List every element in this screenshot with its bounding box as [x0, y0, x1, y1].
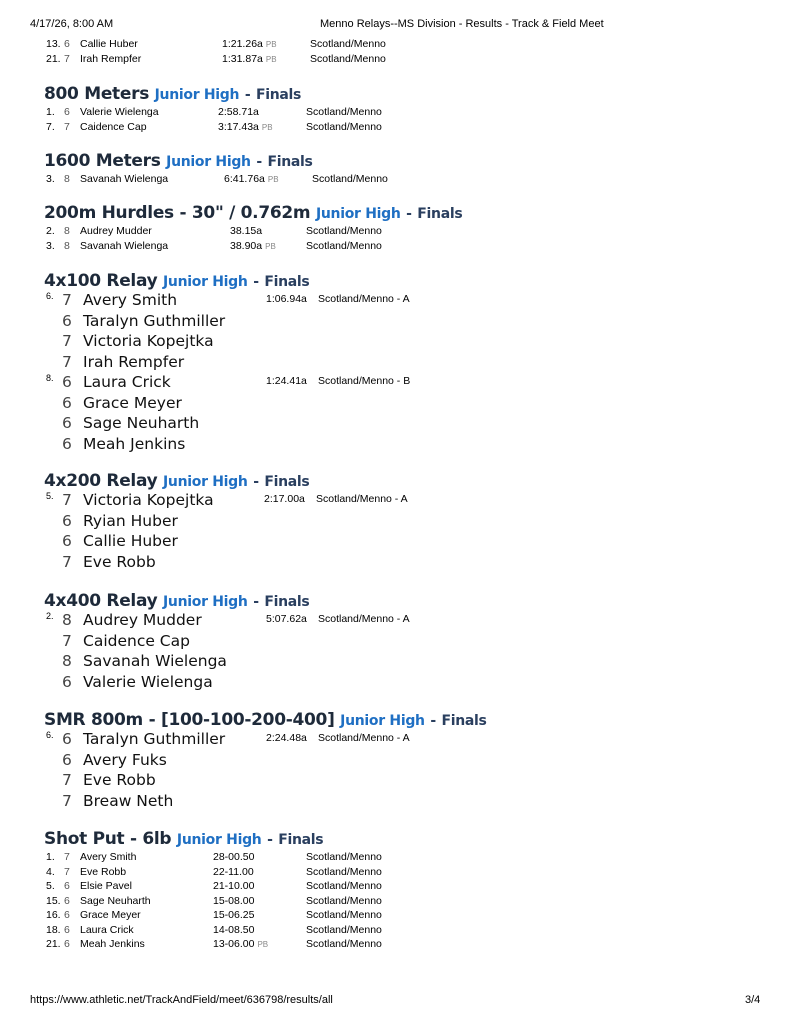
grade: 6	[62, 730, 72, 748]
event-division[interactable]: Junior High	[166, 154, 251, 170]
event-round: Finals	[264, 594, 310, 610]
mark-value[interactable]: 1:21.26a	[222, 38, 263, 50]
relay-leg	[0, 332, 791, 352]
mark	[218, 121, 273, 133]
mark-value[interactable]: 5:07.62a	[266, 613, 307, 625]
relay-leg	[0, 435, 791, 455]
team-name-link[interactable]: Scotland/Menno	[312, 173, 388, 185]
team-name-link[interactable]: Scotland/Menno - A	[318, 613, 410, 625]
event-division[interactable]: Junior High	[163, 594, 248, 610]
event-name: SMR 800m	[44, 710, 143, 730]
mark-value[interactable]: 2:24.48a	[266, 732, 307, 744]
mark-value[interactable]: 28-00.50	[213, 851, 255, 863]
result-row	[0, 895, 791, 909]
grade: 6	[62, 311, 72, 330]
result-row	[0, 866, 791, 880]
relay-leg	[0, 532, 791, 552]
grade: 6	[64, 38, 70, 50]
event-name: 4x100 Relay	[44, 271, 158, 291]
event-separator: -	[256, 154, 262, 170]
team-name-link[interactable]: Scotland/Menno	[306, 106, 382, 118]
athlete-name-link[interactable]: Irah Rempfer	[80, 53, 142, 65]
relay-leg	[0, 353, 791, 373]
grade: 7	[64, 865, 70, 878]
result-row	[0, 924, 791, 938]
relay-leg	[0, 373, 791, 393]
relay-leg	[0, 312, 791, 332]
mark	[213, 938, 268, 950]
grade: 8	[62, 611, 72, 629]
event-title	[44, 271, 309, 291]
relay-leg	[0, 394, 791, 414]
result-row	[0, 909, 791, 923]
event-separator: -	[406, 206, 412, 222]
place: 8.	[46, 373, 54, 383]
team-name-link[interactable]: Scotland/Menno - A	[318, 293, 410, 305]
event-round: Finals	[441, 713, 487, 729]
mark	[230, 240, 276, 252]
team-name-link[interactable]: Scotland/Menno	[306, 851, 382, 863]
mark-value[interactable]: 1:06.94a	[266, 293, 307, 305]
athlete-name-link[interactable]: Audrey Mudder	[80, 225, 152, 237]
mark-value[interactable]: 1:24.41a	[266, 375, 307, 387]
athlete-name-link[interactable]: Avery Smith	[80, 851, 137, 863]
team-name-link[interactable]: Scotland/Menno	[306, 938, 382, 950]
mark	[213, 866, 254, 878]
team-name-link[interactable]: Scotland/Menno	[306, 923, 382, 936]
mark	[213, 895, 254, 907]
place: 3.	[46, 240, 55, 252]
mark-value[interactable]: 2:17.00a	[264, 493, 305, 505]
athlete-name-link[interactable]: Sage Neuharth	[83, 414, 200, 432]
relay-leg	[0, 771, 791, 791]
athlete-name-link[interactable]: Laura Crick	[80, 923, 134, 936]
athlete-name-link[interactable]: Meah Jenkins	[80, 938, 145, 950]
pb-badge: PB	[265, 242, 276, 251]
athlete-name-link[interactable]: Grace Meyer	[80, 909, 141, 921]
team-name-link[interactable]: Scotland/Menno	[310, 53, 386, 65]
event-name: 800 Meters	[44, 84, 150, 104]
grade: 7	[62, 291, 72, 309]
grade: 6	[64, 938, 70, 950]
grade: 7	[62, 771, 72, 789]
place: 4.	[46, 865, 55, 878]
event-round: Finals	[264, 474, 310, 490]
place: 1.	[46, 106, 55, 118]
pb-badge: PB	[267, 175, 279, 184]
result-row	[0, 851, 791, 865]
mark	[222, 53, 277, 65]
relay-leg	[0, 632, 791, 652]
athlete-name-link[interactable]: Valerie Wielenga	[80, 106, 159, 118]
pb-badge: PB	[257, 940, 269, 949]
athlete-name-link[interactable]: Eve Robb	[83, 552, 156, 571]
place: 6.	[46, 291, 54, 301]
relay-leg	[0, 652, 791, 672]
pb-badge: PB	[261, 123, 273, 132]
place: 7.	[46, 121, 55, 133]
relay-leg	[0, 553, 791, 573]
pb-badge: PB	[265, 40, 277, 49]
relay-leg	[0, 512, 791, 532]
result-row	[0, 880, 791, 894]
team-name-link[interactable]: Scotland/Menno	[306, 865, 382, 878]
relay-leg	[0, 730, 791, 750]
relay-leg	[0, 611, 791, 631]
athlete-name-link[interactable]: Eve Robb	[80, 865, 127, 878]
event-title	[44, 710, 487, 730]
team-name-link[interactable]: Scotland/Menno	[306, 894, 382, 907]
grade: 8	[62, 652, 72, 670]
place: 6.	[46, 730, 54, 740]
grade: 7	[64, 851, 70, 863]
event-name: 1600 Meters	[44, 151, 161, 171]
mark	[213, 909, 254, 921]
mark	[224, 173, 279, 185]
result-row	[0, 938, 791, 952]
print-datetime: 4/17/26, 8:00 AM	[30, 18, 114, 30]
relay-leg	[0, 491, 791, 511]
mark-value[interactable]: 15-08.00	[213, 894, 255, 907]
mark-value[interactable]: 21-10.00	[213, 880, 255, 892]
event-spec: - [100-100-200-400]	[148, 710, 335, 730]
athlete-name-link[interactable]: Caidence Cap	[83, 631, 190, 650]
mark-value[interactable]: 38.15a	[230, 225, 263, 237]
event-title	[44, 151, 313, 171]
relay-leg	[0, 792, 791, 812]
pb-badge: PB	[265, 55, 277, 64]
athlete-name-link[interactable]: Savanah Wielenga	[83, 652, 227, 670]
athlete-name-link[interactable]: Victoria Kopejtka	[83, 491, 214, 509]
relay-leg	[0, 673, 791, 693]
page-title: Menno Relays--MS Division - Results - Track & Field Meet	[320, 18, 604, 30]
event-round: Finals	[278, 832, 324, 848]
relay-leg	[0, 291, 791, 311]
grade: 6	[62, 672, 72, 691]
place: 1.	[46, 851, 55, 863]
grade: 7	[62, 491, 72, 509]
athlete-name-link[interactable]: Ryian Huber	[83, 511, 178, 530]
event-separator: -	[244, 87, 251, 103]
athlete-name-link[interactable]: Laura Crick	[83, 373, 171, 391]
grade: 6	[62, 393, 72, 412]
event-title	[44, 203, 462, 223]
result-row	[0, 106, 791, 120]
athlete-name-link[interactable]: Breaw Neth	[83, 791, 174, 810]
event-separator: -	[253, 274, 259, 290]
event-name: 200m Hurdles	[44, 203, 174, 223]
grade: 6	[64, 880, 70, 892]
grade: 8	[64, 225, 70, 237]
mark	[218, 106, 259, 118]
athlete-name-link[interactable]: Eve Robb	[83, 771, 156, 789]
mark	[230, 225, 262, 237]
mark-value[interactable]: 15-06.25	[213, 909, 255, 921]
athlete-name-link[interactable]: Meah Jenkins	[83, 434, 186, 453]
athlete-name-link[interactable]: Elsie Pavel	[80, 880, 132, 892]
event-division[interactable]: Junior High	[176, 832, 262, 848]
place: 2.	[46, 225, 55, 237]
event-separator: -	[253, 594, 259, 610]
athlete-name-link[interactable]: Grace Meyer	[83, 393, 182, 412]
event-title	[44, 591, 309, 611]
mark-value[interactable]: 2:58.71a	[218, 106, 259, 118]
team-name-link[interactable]: Scotland/Menno - A	[316, 493, 408, 505]
team-name-link[interactable]: Scotland/Menno	[310, 38, 386, 50]
event-division[interactable]: Junior High	[163, 274, 248, 290]
place: 18.	[46, 923, 61, 936]
event-round: Finals	[264, 274, 310, 290]
place: 16.	[46, 909, 61, 921]
athlete-name-link[interactable]: Savanah Wielenga	[80, 173, 169, 185]
athlete-name-link[interactable]: Taralyn Guthmiller	[83, 311, 226, 330]
event-name: Shot Put	[44, 829, 125, 849]
event-title	[44, 829, 323, 849]
place: 15.	[46, 894, 61, 907]
event-round: Finals	[255, 87, 302, 103]
grade: 8	[64, 240, 70, 252]
grade: 6	[62, 373, 72, 391]
result-row	[0, 173, 791, 187]
grade: 6	[62, 511, 72, 530]
team-name-link[interactable]: Scotland/Menno	[306, 880, 382, 892]
grade: 7	[62, 352, 72, 371]
mark-value[interactable]: 1:31.87a	[222, 53, 263, 65]
event-separator: -	[267, 832, 273, 848]
team-name-link[interactable]: Scotland/Menno	[306, 225, 382, 237]
grade: 7	[62, 552, 72, 571]
page-number: 3/4	[745, 994, 761, 1006]
team-name-link[interactable]: Scotland/Menno - B	[318, 375, 411, 387]
place: 5.	[46, 880, 55, 892]
grade: 6	[62, 434, 72, 453]
mark-value[interactable]: 3:17.43a	[218, 121, 259, 133]
grade: 7	[62, 631, 72, 650]
relay-leg	[0, 414, 791, 434]
grade: 7	[64, 53, 70, 65]
team-name-link[interactable]: Scotland/Menno - A	[318, 732, 410, 744]
athlete-name-link[interactable]: Victoria Kopejtka	[83, 332, 214, 350]
event-separator: -	[430, 713, 436, 729]
event-title	[44, 84, 301, 104]
result-row	[0, 53, 791, 67]
athlete-name-link[interactable]: Valerie Wielenga	[83, 672, 213, 691]
grade: 8	[64, 173, 70, 185]
place: 2.	[46, 611, 54, 621]
athlete-name-link[interactable]: Avery Smith	[83, 291, 178, 309]
team-name-link[interactable]: Scotland/Menno	[306, 121, 382, 133]
result-row	[0, 240, 791, 254]
athlete-name-link[interactable]: Savanah Wielenga	[80, 240, 169, 252]
page-url[interactable]: https://www.athletic.net/TrackAndField/meet/636798/results/all	[30, 994, 333, 1006]
mark	[222, 38, 277, 50]
place: 21.	[46, 938, 61, 950]
mark-value[interactable]: 14-08.50	[213, 923, 255, 936]
place: 5.	[46, 491, 54, 501]
grade: 7	[62, 791, 72, 810]
athlete-name-link[interactable]: Callie Huber	[83, 532, 178, 550]
event-separator: -	[253, 474, 259, 490]
mark-value[interactable]: 22-11.00	[213, 865, 254, 878]
event-name: 4x200 Relay	[44, 471, 158, 491]
mark	[213, 851, 254, 863]
relay-leg	[0, 751, 791, 771]
place: 3.	[46, 173, 55, 185]
event-name: 4x400 Relay	[44, 591, 158, 611]
athlete-name-link[interactable]: Caidence Cap	[80, 121, 147, 133]
grade: 6	[64, 923, 70, 936]
grade: 6	[64, 106, 70, 118]
event-round: Finals	[417, 206, 463, 222]
grade: 6	[64, 909, 70, 921]
athlete-name-link[interactable]: Sage Neuharth	[80, 894, 151, 907]
athlete-name-link[interactable]: Taralyn Guthmiller	[83, 730, 226, 748]
mark-value[interactable]: 13-06.00	[213, 938, 255, 950]
event-round: Finals	[267, 154, 313, 170]
athlete-name-link[interactable]: Avery Fuks	[83, 750, 167, 769]
event-division[interactable]: Junior High	[340, 713, 425, 729]
team-name-link[interactable]: Scotland/Menno	[306, 240, 382, 252]
grade: 6	[62, 750, 72, 769]
event-spec: - 6lb	[129, 829, 172, 849]
event-spec: - 30" / 0.762m	[179, 203, 311, 223]
result-row	[0, 225, 791, 239]
event-title	[44, 471, 309, 491]
mark	[213, 880, 254, 892]
athlete-name-link[interactable]: Callie Huber	[80, 38, 138, 50]
event-division[interactable]: Junior High	[315, 206, 401, 222]
grade: 7	[64, 121, 70, 133]
event-division[interactable]: Junior High	[154, 87, 240, 103]
place: 13.	[46, 38, 61, 50]
team-name-link[interactable]: Scotland/Menno	[306, 909, 382, 921]
grade: 6	[62, 532, 72, 550]
grade: 7	[62, 332, 72, 350]
result-row	[0, 121, 791, 135]
mark	[213, 924, 254, 936]
athlete-name-link[interactable]: Audrey Mudder	[83, 611, 202, 629]
place: 21.	[46, 53, 61, 65]
result-row	[0, 38, 791, 52]
mark-value[interactable]: 38.90a	[230, 240, 263, 252]
grade: 6	[64, 894, 70, 907]
event-division[interactable]: Junior High	[163, 474, 248, 490]
grade: 6	[62, 414, 72, 432]
athlete-name-link[interactable]: Irah Rempfer	[83, 352, 185, 371]
mark-value[interactable]: 6:41.76a	[224, 173, 265, 185]
